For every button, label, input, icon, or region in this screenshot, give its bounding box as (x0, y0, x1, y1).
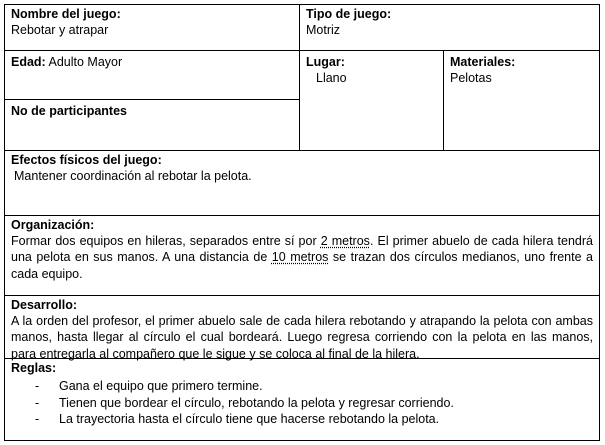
distance-2m: 2 metros (320, 234, 370, 248)
age-value: Adulto Mayor (45, 55, 123, 69)
game-type-cell (300, 5, 599, 50)
rule-item: - La trayectoria hasta el círculo tiene que hacerse rebotando la pelota. (35, 411, 593, 428)
development-cell (5, 296, 599, 361)
organization-text-part: se trazan dos círculos medianos, uno frente a cada equipo. (11, 250, 593, 281)
game-name-cell (5, 5, 299, 50)
physical-effects-value: Mantener coordinación al rebotar la pelota. (14, 169, 252, 183)
physical-effects-label: Efectos físicos del juego: (11, 153, 162, 167)
participants-label: No de participantes (11, 104, 127, 118)
rules-cell (5, 359, 599, 440)
rules-list (11, 378, 593, 428)
organization-text (11, 233, 593, 282)
game-type-label: Tipo de juego: (306, 7, 392, 21)
organization-label: Organización: (11, 218, 95, 232)
place-label: Lugar: (306, 55, 345, 69)
physical-effects-cell (5, 151, 599, 215)
game-name-label: Nombre del juego: (11, 7, 121, 21)
distance-10m: 10 metros (271, 250, 329, 265)
game-sheet-table (4, 4, 600, 441)
place-cell (300, 51, 443, 150)
age-label: Edad: (11, 55, 46, 69)
materials-value: Pelotas (450, 71, 492, 85)
rules-label: Reglas: (11, 361, 57, 375)
rule-item: - Tienen que bordear el círculo, rebotando la pelota y regresar corriendo. (35, 395, 593, 412)
organization-text-part: . El primer abuelo de cada hilera tendrá una pelota en sus manos. A una distancia de (11, 234, 593, 265)
materials-label: Materiales: (450, 55, 516, 69)
development-label: Desarrollo: (11, 298, 77, 312)
place-value: Llano (316, 71, 347, 85)
age-cell (5, 51, 299, 99)
materials-cell (444, 51, 599, 150)
development-text: A la orden del profesor, el primer abuelo sale de cada hilera rebotando y atrapando la pelota con ambas manos, hasta llegar al círculo el cual bordeará. Luego regresa corriendo con la pelota en las manos, para entregarla al compañero que le sigue y se coloca al final de la hilera. (11, 314, 593, 361)
rule-item: - Gana el equipo que primero termine. (35, 378, 593, 395)
game-name-value: Rebotar y atrapar (11, 23, 109, 37)
participants-cell (5, 100, 299, 150)
organization-cell (5, 216, 599, 295)
organization-text-part: Formar dos equipos en hileras, separados entre sí por (11, 234, 321, 248)
game-type-value: Motriz (306, 23, 341, 37)
